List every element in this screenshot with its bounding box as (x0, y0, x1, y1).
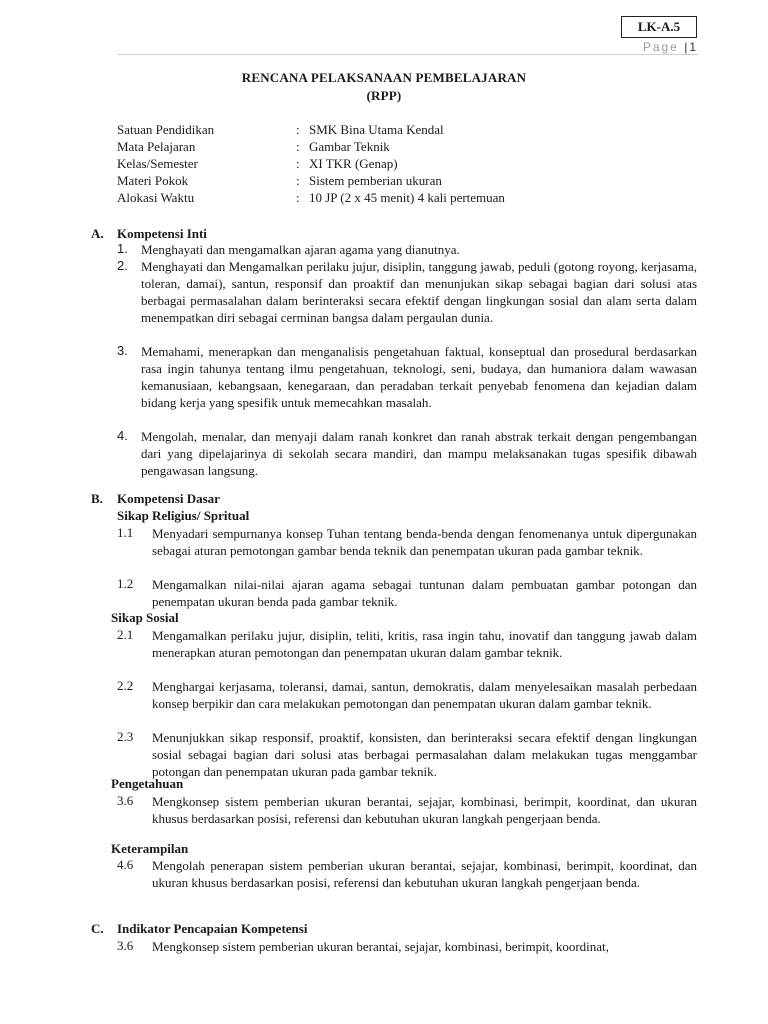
kd-text: Mengolah penerapan sistem pemberian ukuran berantai, sejajar, kombinasi, berimpit, koordinat, dan ukuran khusus berdasarkan posisi, referensi dan kebutuhan ukuran langkah pengerjaan benda. (152, 858, 697, 890)
ki-text: Menghayati dan Mengamalkan perilaku jujur, disiplin, tanggung jawab, peduli (gotong royong, kerjasama, toleran, damai), santun, responsif dan proaktif dan menunjukan sikap sebagai bagian dari solusi atas berbagai permasalahan dalam berinteraksi secara efektif dengan lingkungan sosial dan alam serta dalam menempatkan diri sebagai cerminan bangsa dalam pergaulan dunia. (141, 259, 697, 325)
identity-value: SMK Bina Utama Kendal (309, 122, 444, 137)
kd-text: Mengamalkan perilaku jujur, disiplin, teliti, kritis, rasa ingin tahu, inovatif dan tanggung jawab dalam menerapkan aturan pemotongan dan penempatan ukuran dalam gambar teknik. (152, 628, 697, 660)
kd-text: Menunjukkan sikap responsif, proaktif, konsisten, dan berinteraksi secara efektif dengan lingkungan sosial sebagai bagian dari solusi atas berbagai permasalahan dalam melakukan tugas menggambar potongan dan penempatan ukuran pada gambar teknik. (152, 730, 697, 779)
section-b-letter: B. (91, 491, 103, 506)
ki-number: 2. (117, 258, 128, 273)
kd-text: Mengamalkan nilai-nilai ajaran agama sebagai tuntunan dalam pembuatan gambar potongan dan penempatan ukuran benda pada gambar teknik. (152, 577, 697, 609)
kd-text: Mengkonsep sistem pemberian ukuran berantai, sejajar, kombinasi, berimpit, koordinat, dan ukuran khusus berdasarkan posisi, referensi dan kebutuhan ukuran langkah pengerjaan benda. (152, 794, 697, 826)
ki-number: 4. (117, 428, 128, 443)
section-a-letter: A. (91, 226, 104, 241)
subheading-religius: Sikap Religius/ Spritual (117, 508, 250, 523)
section-c-letter: C. (91, 921, 104, 936)
subheading-pengetahuan: Pengetahuan (111, 776, 184, 791)
document-code-box: LK-A.5 (621, 16, 697, 38)
page-separator: | (684, 40, 690, 54)
identity-value: Sistem pemberian ukuran (309, 173, 442, 188)
identity-value: Gambar Teknik (309, 139, 390, 154)
header-rule (118, 54, 698, 55)
identity-label: Satuan Pendidikan (117, 122, 215, 137)
ki-text: Memahami, menerapkan dan menganalisis pengetahuan faktual, konseptual dan prosedural berdasarkan rasa ingin tahunya tentang ilmu pengetahuan, teknologi, seni, budaya, dan humaniora dalam wawasan kemanusiaan, kebangsaan, kenegaraan, dan peradaban terkait penyebab fenomena dan kejadian dalam bidang kerja yang spesifik untuk memecahkan masalah. (141, 344, 697, 410)
page-number-value: 1 (689, 40, 698, 54)
kd-number: 2.2 (117, 678, 134, 693)
page-label: Page (642, 40, 679, 54)
section-b-title: Kompetensi Dasar (117, 491, 220, 506)
identity-label: Mata Pelajaran (117, 139, 196, 154)
kd-number: 3.6 (117, 793, 134, 808)
identity-colon: : (296, 190, 300, 205)
section-a-title: Kompetensi Inti (117, 226, 207, 241)
document-title: RENCANA PELAKSANAAN PEMBELAJARAN (241, 70, 527, 85)
section-c-title: Indikator Pencapaian Kompetensi (117, 921, 308, 936)
document-subtitle: (RPP) (366, 88, 402, 103)
kd-number: 1.1 (117, 525, 134, 540)
subheading-sosial: Sikap Sosial (111, 610, 179, 625)
ki-number: 1. (117, 241, 128, 256)
ipk-number: 3.6 (117, 938, 134, 953)
ipk-text: Mengkonsep sistem pemberian ukuran berantai, sejajar, kombinasi, berimpit, koordinat, (152, 939, 609, 954)
identity-label: Materi Pokok (117, 173, 189, 188)
kd-text: Menyadari sempurnanya konsep Tuhan tentang benda-benda dengan fenomenanya untuk dipergunakan sebagai aturan pemotongan gambar benda teknik dan penempatan ukuran pada gambar teknik. (152, 526, 697, 558)
ki-number: 3. (117, 343, 128, 358)
kd-number: 4.6 (117, 857, 134, 872)
identity-value: 10 JP (2 x 45 menit) 4 kali pertemuan (309, 190, 505, 205)
kd-text: Menghargai kerjasama, toleransi, damai, santun, demokratis, dalam menyelesaikan masalah perbedaan konsep berpikir dan cara melakukan pemotongan dan penempatan ukuran dalam gambar teknik. (152, 679, 697, 711)
ki-text: Menghayati dan mengamalkan ajaran agama yang dianutnya. (141, 242, 460, 257)
identity-value: XI TKR (Genap) (309, 156, 398, 171)
ki-text: Mengolah, menalar, dan menyaji dalam ranah konkret dan ranah abstrak terkait dengan pengembangan dari yang dipelajarinya di sekolah secara mandiri, dan mampu melaksanakan tugas spesifik dibawah pengawasan langsung. (141, 429, 697, 478)
identity-label: Kelas/Semester (117, 156, 198, 171)
kd-number: 2.1 (117, 627, 134, 642)
identity-colon: : (296, 156, 300, 171)
subheading-keterampilan: Keterampilan (111, 841, 189, 856)
page-number (643, 40, 698, 54)
identity-label: Alokasi Waktu (117, 190, 195, 205)
kd-number: 1.2 (117, 576, 134, 591)
identity-colon: : (296, 122, 300, 137)
identity-colon: : (296, 173, 300, 188)
kd-number: 2.3 (117, 729, 134, 744)
identity-colon: : (296, 139, 300, 154)
